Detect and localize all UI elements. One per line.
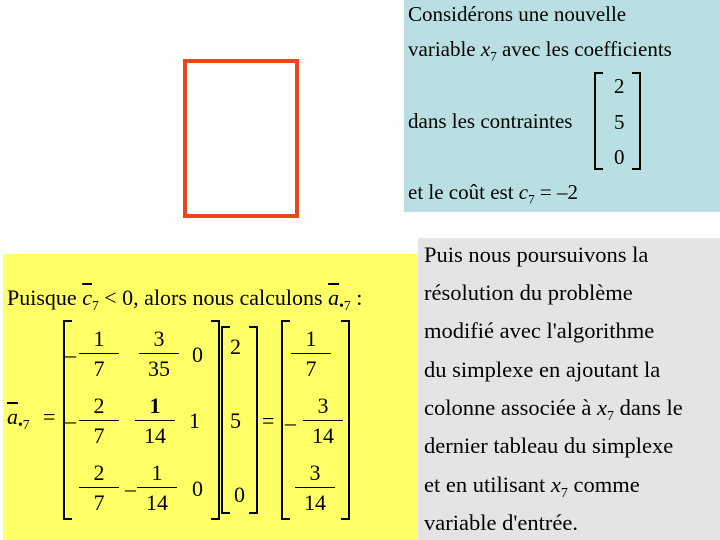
vector-entry: 0 xyxy=(234,482,245,507)
right-line-1: Puis nous poursuivons la xyxy=(424,242,649,267)
matrix-cell: 1 xyxy=(189,408,200,433)
top-vector-left-bracket xyxy=(594,72,603,170)
top-vector-right-bracket xyxy=(632,72,641,170)
matrix-right-bracket xyxy=(211,320,220,520)
equals-sign: = xyxy=(262,408,275,433)
matrix-cell: 0 xyxy=(192,476,203,501)
matrix-sign: – xyxy=(65,342,76,367)
vector-right-bracket xyxy=(249,326,258,514)
computation-heading: Puisque $\overline{c}_7 < 0$, alors nous calculons $\overline{a}_{•7}$ : xyxy=(7,285,363,313)
top-vector-entry: 5 xyxy=(614,110,625,134)
result-fraction: 3 14 xyxy=(303,395,343,447)
result-fraction: 1 7 xyxy=(291,328,331,380)
matrix-fraction: 1 14 xyxy=(135,395,175,447)
matrix-sign: – xyxy=(125,476,136,501)
continuation-box xyxy=(418,238,720,540)
result-fraction: 3 14 xyxy=(295,462,335,514)
vector-left-bracket xyxy=(221,326,230,514)
right-line-8: variable d'entrée. xyxy=(424,510,578,535)
right-line-4: du simplexe en ajoutant la xyxy=(424,357,661,382)
matrix-sign: – xyxy=(65,408,76,433)
top-line-1: Considérons une nouvelle xyxy=(408,2,627,26)
matrix-fraction: 2 7 xyxy=(79,395,119,447)
right-line-5: colonne associée à $x_7$ dans le xyxy=(424,395,683,424)
orange-frame xyxy=(183,59,299,218)
matrix-cell: 0 xyxy=(192,342,203,367)
top-vector-entry: 0 xyxy=(614,145,625,169)
matrix-fraction: 3 35 xyxy=(139,328,179,380)
right-line-7: et en utilisant $x_7$ comme xyxy=(424,472,640,501)
equals-sign: = xyxy=(43,404,56,429)
top-line-3: dans les contraintes xyxy=(408,109,573,133)
top-line-2: variable $x_7$ avec les coefficients xyxy=(408,37,672,64)
top-vector-entry: 2 xyxy=(614,74,625,98)
new-variable-box xyxy=(404,0,720,212)
top-line-4: et le coût est $c_7 = -2$ xyxy=(408,180,578,207)
right-line-3: modifié avec l'algorithme xyxy=(424,318,655,343)
matrix-fraction: 2 7 xyxy=(79,462,119,514)
lhs-vector: $\overline{a}_{•7}$ xyxy=(7,404,30,432)
vector-entry: 2 xyxy=(230,334,241,359)
matrix-fraction: 1 7 xyxy=(79,328,119,380)
result-sign: – xyxy=(285,410,296,435)
right-line-2: résolution du problème xyxy=(424,280,633,305)
computation-box xyxy=(3,254,417,540)
vector-entry: 5 xyxy=(230,408,241,433)
matrix-fraction: 1 14 xyxy=(137,462,177,514)
right-line-6: dernier tableau du simplexe xyxy=(424,433,674,458)
